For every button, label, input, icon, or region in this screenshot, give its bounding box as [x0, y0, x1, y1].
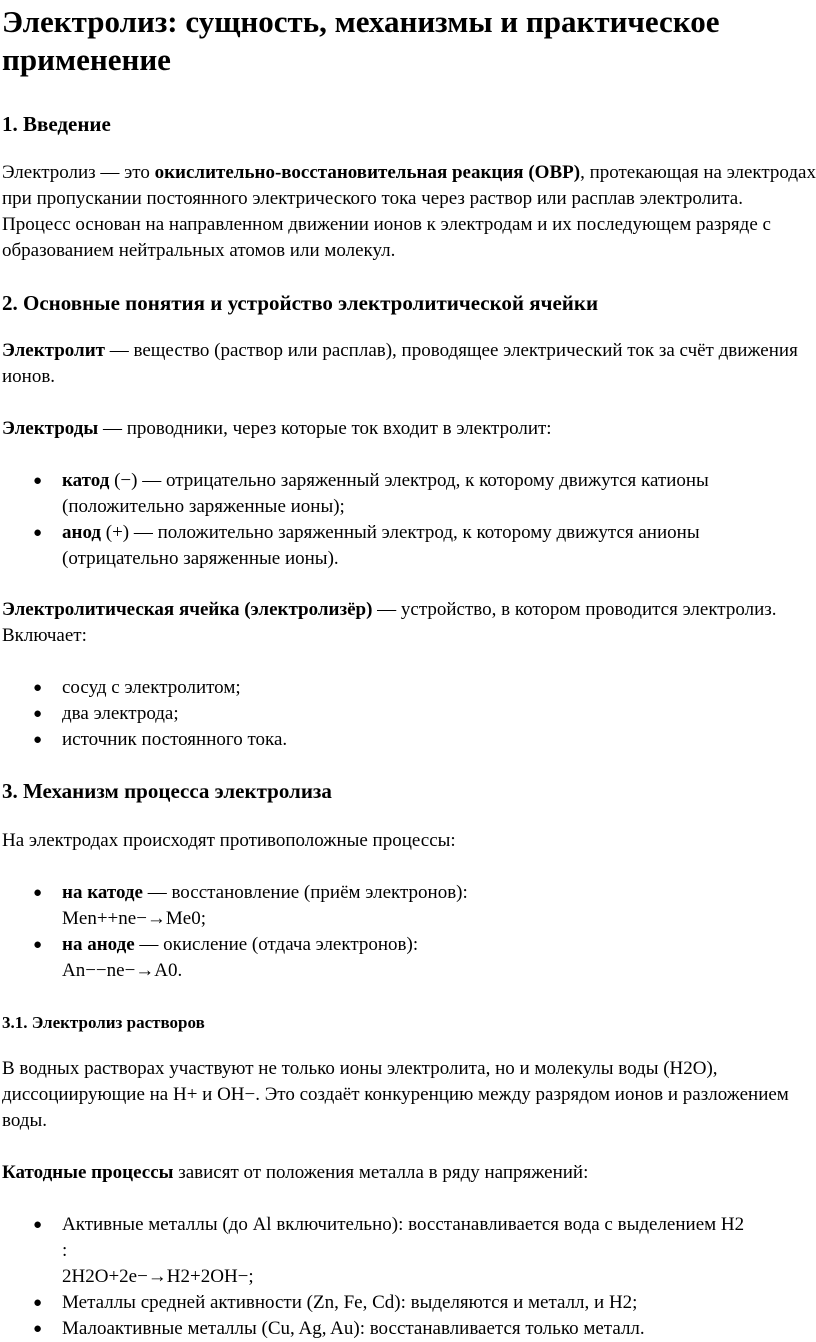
cell-definition: — устройство, в котором проводится электролиз. Включает:: [2, 599, 777, 646]
section-heading-mechanism: 3. Механизм процесса электролиза: [2, 779, 332, 803]
active-metals-colon: :: [62, 1240, 68, 1261]
cathode-processes-text: зависят от положения металла в ряду напряжений:: [173, 1162, 589, 1183]
electrodes-paragraph: [2, 416, 816, 442]
bullet-icon: ●: [33, 732, 43, 748]
anode-definition: (+) — положительно заряженный электрод, к которому движутся анионы (отрицательно заряженные ионы).: [62, 522, 700, 569]
solutions-paragraph: В водных растворах участвуют не только ионы электролита, но и молекулы воды (H2O), диссоциирующие на H+ и OH−. Это создаёт конкуренцию между разрядом ионов и разложением воды.: [2, 1058, 789, 1131]
low-activity-metals-text: Малоактивные металлы (Cu, Ag, Au): восстанавливается только металл.: [62, 1318, 645, 1339]
electrodes-definition: — проводники, через которые ток входит в электролит:: [98, 418, 552, 439]
list-item: [33, 701, 816, 727]
cathode-processes-term: Катодные процессы: [2, 1162, 174, 1183]
bullet-icon: ●: [33, 680, 43, 696]
cathode-formula: Men++ne−→Me0;: [62, 908, 207, 929]
water-reduction-formula: 2H2O+2e−→H2+2OH−;: [62, 1266, 254, 1287]
electrolyte-term: Электролит: [2, 340, 105, 361]
list-item-anode-process: [33, 932, 816, 984]
electrolyte-definition: — вещество (раствор или расплав), проводящее электрический ток за счёт движения ионов.: [2, 340, 798, 387]
intro-text-2: , протекающая на электродах при пропускании постоянного электрического тока через раствор или расплав электролита. Процесс основан на направленном движении ионов к электродам и их последующем разряде с образованием нейтральных атомов или молекул.: [2, 162, 816, 261]
bullet-icon: ●: [33, 937, 43, 953]
cathode-process-term: на катоде: [62, 882, 143, 903]
electrodes-term: Электроды: [2, 418, 99, 439]
electrode-list: [2, 468, 816, 572]
bullet-icon: ●: [33, 885, 43, 901]
bullet-icon: ●: [33, 1321, 43, 1337]
cathode-process-text: — восстановление (приём электронов):: [142, 882, 468, 903]
list-item-text: источник постоянного тока.: [62, 729, 288, 750]
cathode-definition: (−) — отрицательно заряженный электрод, к которому движутся катионы (положительно заряженные ионы);: [62, 470, 709, 517]
bullet-icon: ●: [33, 525, 43, 541]
list-item: [33, 675, 816, 701]
list-item-anode: [33, 520, 816, 572]
list-item-active-metals: [33, 1212, 816, 1290]
intro-bold-ovr: окислительно-восстановительная реакция (ОВР): [154, 162, 581, 183]
list-item-cathode-process: [33, 880, 816, 932]
list-item: [33, 727, 816, 753]
section-heading-intro: 1. Введение: [2, 112, 111, 136]
bullet-icon: ●: [33, 1295, 43, 1311]
active-metals-text: Активные металлы (до Al включительно): восстанавливается вода с выделением H2: [62, 1214, 745, 1235]
list-item-medium-metals: [33, 1290, 816, 1316]
anode-process-term: на аноде: [62, 934, 135, 955]
electrolyte-paragraph: [2, 338, 816, 390]
anode-term: анод: [62, 522, 102, 543]
intro-paragraph: [2, 160, 816, 264]
list-item-low-activity-metals: [33, 1316, 816, 1342]
cell-term: Электролитическая ячейка (электролизёр): [2, 599, 373, 620]
medium-metals-text: Металлы средней активности (Zn, Fe, Cd): выделяются и металл, и H2;: [62, 1292, 638, 1313]
mechanism-list: [2, 880, 816, 984]
bullet-icon: ●: [33, 473, 43, 489]
bullet-icon: ●: [33, 1217, 43, 1233]
list-item-text: сосуд с электролитом;: [62, 677, 241, 698]
list-item-cathode: [33, 468, 816, 520]
cell-paragraph: [2, 597, 816, 649]
cathode-processes-list: [2, 1212, 816, 1342]
list-item-text: два электрода;: [62, 703, 179, 724]
anode-formula: An−−ne−→A0.: [62, 960, 183, 981]
mechanism-intro: На электродах происходят противоположные процессы:: [2, 830, 456, 851]
bullet-icon: ●: [33, 706, 43, 722]
anode-process-text: — окисление (отдача электронов):: [134, 934, 419, 955]
page-title: Электролиз: сущность, механизмы и практическое применение: [2, 4, 720, 77]
cell-components-list: [2, 675, 816, 753]
cathode-term: катод: [62, 470, 110, 491]
intro-text-1: Электролиз — это: [2, 162, 155, 183]
section-heading-concepts: 2. Основные понятия и устройство электролитической ячейки: [2, 291, 599, 315]
subsection-heading-solutions: 3.1. Электролиз растворов: [2, 1013, 205, 1032]
cathode-processes-paragraph: [2, 1160, 816, 1186]
